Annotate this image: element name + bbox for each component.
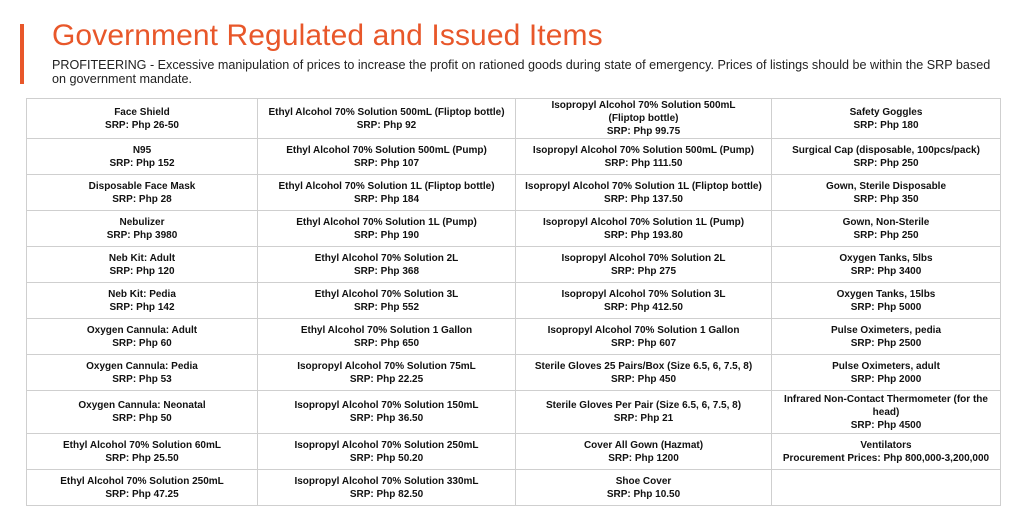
item-price: SRP: Php 28 [112,193,172,205]
item-name: Gown, Sterile Disposable [825,180,947,192]
page-subtitle: PROFITEERING - Excessive manipulation of prices to increase the profit on rationed goods during state of emergency. Prices of listings should be within the SRP based on government mandate. [52,58,991,86]
item-price: SRP: Php 4500 [850,419,922,431]
table-cell [516,99,772,139]
item-name: Surgical Cap (disposable, 100pcs/pack) [792,144,980,156]
item-price: SRP: Php 412.50 [604,301,683,313]
item-price: SRP: Php 111.50 [604,157,683,169]
item-price: SRP: Php 50 [112,413,172,424]
item-price: SRP: Php 152 [109,157,175,169]
item-name: Isopropyl Alcohol 70% Solution 75mL [297,360,476,372]
table-cell [27,319,258,355]
table-cell [27,434,258,470]
item-name: Ethyl Alcohol 70% Solution 250mL [60,475,224,487]
table-cell [516,355,772,391]
table-row [27,283,1001,319]
table-cell [772,139,1001,175]
item-name: Nebulizer [119,216,165,228]
table-row [27,319,1001,355]
item-name: Isopropyl Alcohol 70% Solution 1L (Fliptop bottle) [525,180,762,192]
table-cell [516,319,772,355]
item-price: SRP: Php 25.50 [105,452,179,464]
item-name: Gown, Non-Sterile [842,216,930,228]
item-name: Oxygen Tanks, 5lbs [839,252,933,264]
table-cell [258,175,516,211]
item-price: SRP: Php 120 [109,265,175,277]
item-name: Ethyl Alcohol 70% Solution 500mL (Fliptop bottle) [268,106,505,118]
item-price: SRP: Php 47.25 [105,488,179,500]
item-name: Ethyl Alcohol 70% Solution 1 Gallon [300,324,473,336]
table-cell [27,283,258,319]
item-price: SRP: Php 250 [853,229,919,241]
table-cell [772,99,1001,139]
table-cell [772,391,1001,434]
table-cell [772,434,1001,470]
item-name: Oxygen Cannula: Neonatal [78,400,206,411]
table-cell [516,391,772,434]
item-price: SRP: Php 82.50 [349,488,424,500]
table-cell [258,470,516,506]
item-price: SRP: Php 5000 [850,301,922,313]
item-name: Face Shield [114,106,170,118]
table-cell [258,434,516,470]
item-price: SRP: Php 3400 [850,265,922,277]
item-name: Oxygen Cannula: Adult [86,324,198,336]
table-row [27,355,1001,391]
item-name: Isopropyl Alcohol 70% Solution 2L [561,252,726,264]
item-name: Isopropyl Alcohol 70% Solution 1 Gallon [547,324,740,336]
table-cell [516,283,772,319]
table-cell-empty [772,470,1001,506]
table-cell [772,355,1001,391]
item-name: Sterile Gloves Per Pair (Size 6.5, 6, 7.5, 8) [545,400,742,411]
table-row [27,391,1001,434]
page-title: Government Regulated and Issued Items [52,19,603,52]
table-cell [258,391,516,434]
item-price: SRP: Php 193.80 [604,229,683,241]
table-cell [27,470,258,506]
items-table [26,98,1001,506]
table-cell [258,319,516,355]
table-cell [258,139,516,175]
table-cell [516,470,772,506]
item-price: SRP: Php 184 [353,193,420,205]
item-name: Isopropyl Alcohol 70% Solution 3L [561,288,726,300]
item-name: Neb Kit: Pedia [108,288,176,300]
table-cell [27,175,258,211]
item-name: Ethyl Alcohol 70% Solution 3L [314,288,459,300]
item-name: Oxygen Cannula: Pedia [86,360,198,372]
item-price: SRP: Php 450 [610,373,677,385]
item-price: SRP: Php 50.20 [349,452,424,464]
item-name: Neb Kit: Adult [108,252,176,264]
item-price: SRP: Php 137.50 [604,193,683,205]
table-cell [258,211,516,247]
item-price: SRP: Php 607 [610,337,677,349]
item-price: SRP: Php 552 [353,301,420,313]
table-cell [516,175,772,211]
item-price: SRP: Php 107 [353,157,420,169]
item-name: Isopropyl Alcohol 70% Solution 150mL [294,400,479,411]
item-price: SRP: Php 53 [112,373,172,385]
item-price: SRP: Php 142 [109,301,175,313]
item-price: SRP: Php 650 [353,337,420,349]
item-name: Shoe Cover [615,475,672,487]
item-price: SRP: Php 1200 [608,452,679,464]
table-cell [772,211,1001,247]
item-name: Disposable Face Mask [88,180,196,192]
item-name: Isopropyl Alcohol 70% Solution 1L (Pump) [542,216,745,228]
table-row [27,434,1001,470]
table-cell [27,355,258,391]
item-name: Isopropyl Alcohol 70% Solution 500mL (Fliptop bottle) [551,100,736,124]
table-cell [27,99,258,139]
table-cell [772,175,1001,211]
item-name: Oxygen Tanks, 15lbs [836,288,936,300]
item-price: SRP: Php 60 [112,337,172,349]
item-name: N95 [132,144,152,156]
item-price: SRP: Php 368 [353,265,420,277]
item-price: SRP: Php 26-50 [105,119,179,131]
table-row [27,175,1001,211]
table-cell [772,283,1001,319]
table-cell [772,319,1001,355]
item-name: Ventilators [860,439,912,451]
title-accent-bar [20,24,24,84]
table-cell [516,247,772,283]
table-cell [516,211,772,247]
item-price: SRP: Php 2500 [850,337,922,349]
item-price: SRP: Php 190 [353,229,420,241]
table-cell [258,355,516,391]
item-name: Sterile Gloves 25 Pairs/Box (Size 6.5, 6, 7.5, 8) [534,360,753,372]
item-price: SRP: Php 36.50 [349,413,424,424]
table-cell [516,434,772,470]
table-row [27,247,1001,283]
item-price: SRP: Php 10.50 [606,488,681,500]
item-price: SRP: Php 21 [613,413,674,424]
table-row [27,211,1001,247]
item-name: Ethyl Alcohol 70% Solution 1L (Fliptop bottle) [278,180,495,192]
table-cell [27,247,258,283]
item-price: SRP: Php 350 [853,193,919,205]
item-price: SRP: Php 22.25 [349,373,424,385]
item-price: SRP: Php 3980 [106,229,178,241]
table-row [27,99,1001,139]
item-name: Isopropyl Alcohol 70% Solution 500mL (Pump) [532,144,755,156]
item-name: Ethyl Alcohol 70% Solution 500mL (Pump) [286,144,487,156]
table-cell [27,211,258,247]
item-name: Isopropyl Alcohol 70% Solution 250mL [294,439,479,451]
item-price: SRP: Php 250 [853,157,919,169]
item-name: Pulse Oximeters, adult [832,360,940,372]
table-row [27,139,1001,175]
table-cell [27,139,258,175]
table-cell [27,391,258,434]
item-name: Ethyl Alcohol 70% Solution 1L (Pump) [296,216,477,228]
item-price: Procurement Prices: Php 800,000-3,200,000 [782,452,990,464]
item-name: Ethyl Alcohol 70% Solution 60mL [63,439,221,451]
table-cell [516,139,772,175]
item-price: SRP: Php 92 [356,119,417,131]
item-name: Safety Goggles [849,106,923,118]
item-price: SRP: Php 180 [853,119,919,131]
item-name: Ethyl Alcohol 70% Solution 2L [314,252,459,264]
item-name: Infrared Non-Contact Thermometer (for the head) [784,393,988,418]
item-price: SRP: Php 2000 [850,373,922,385]
item-name: Pulse Oximeters, pedia [830,324,942,336]
table-cell [772,247,1001,283]
item-price: SRP: Php 275 [610,265,677,277]
item-name: Isopropyl Alcohol 70% Solution 330mL [294,475,479,487]
table-cell [258,283,516,319]
item-price: SRP: Php 99.75 [606,126,681,137]
table-row [27,470,1001,506]
table-cell [258,99,516,139]
item-name: Cover All Gown (Hazmat) [583,439,704,451]
table-cell [258,247,516,283]
